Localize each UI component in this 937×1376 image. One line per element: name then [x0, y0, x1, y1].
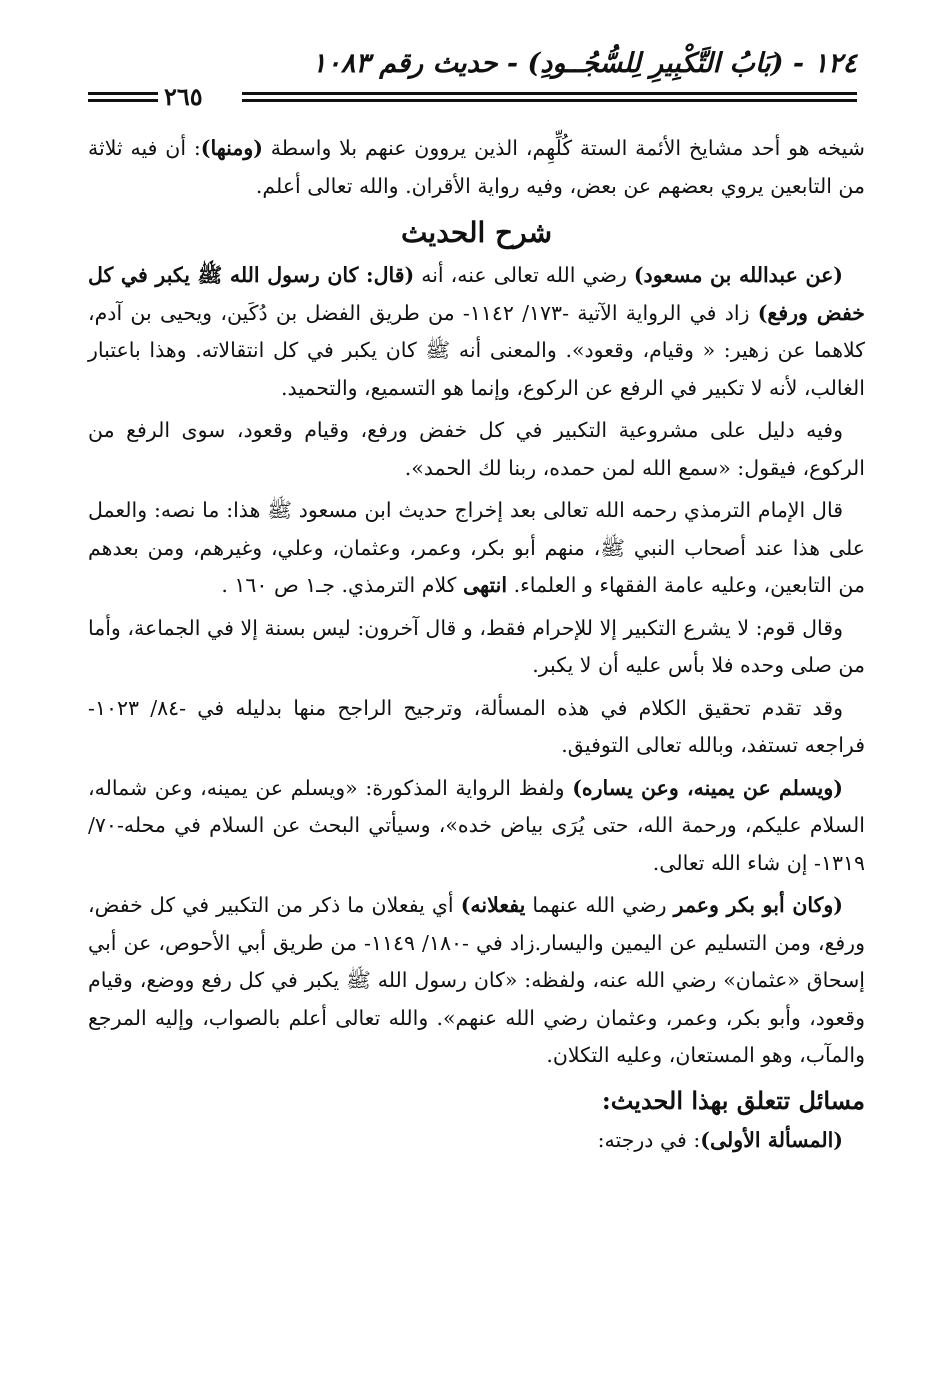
intro-paragraph: [88, 130, 865, 205]
paragraph: [88, 257, 865, 407]
body-text: [88, 130, 865, 1164]
bold-run: (ويسلم عن يمينه، وعن يساره): [572, 775, 843, 800]
paragraph: وقال قوم: لا يشرع التكبير إلا للإحرام فقط، و قال آخرون: ليس بسنة إلا في الجماعة، وأما من صلى وحده فلا بأس عليه أن لا يكبر.: [88, 615, 865, 677]
header-rule: [88, 99, 158, 102]
bold-run: (ومنها): [200, 136, 263, 160]
paragraph: [88, 887, 865, 1075]
paragraph: وفيه دليل على مشروعية التكبير في كل خفض ورفع، وقيام وقعود، سوى الرفع من الركوع، فيقول: «سمع الله لمن حمده، ربنا لك الحمد».: [88, 418, 865, 480]
text-run: رضي الله تعالى عنه، أنه: [414, 263, 634, 287]
text-run: قال الإمام الترمذي رحمه الله تعالى بعد إخراج حديث ابن مسعود ﷺ هذا: ما نصه: والعمل على هذا عند أصحاب النبي ﷺ، منهم أبو بكر، وعمر، وعثمان، وعلي، وغيرهم، ومن بعدهم من التابعين، وعليه عامة الفقهاء و العلماء.: [88, 498, 865, 597]
section-title: شرح الحديث: [400, 216, 553, 249]
page-number: ٢٦٥: [164, 82, 203, 111]
page-header: [88, 48, 857, 111]
bold-run: (قال: كان رسول الله ﷺ يكبر في كل خفض ورفع): [88, 263, 865, 325]
bold-run: (المسألة الأولى): [700, 1127, 843, 1152]
text-run: : في درجته:: [597, 1127, 701, 1152]
text-run: ولفظ الرواية المذكورة: «ويسلم عن يمينه، وعن شماله، السلام عليكم، ورحمة الله، حتى يُرَى بياض خده»، وسيأتي البحث عن السلام في محله-٧٠/ ١٣١٩- إن شاء الله تعالى.: [88, 775, 865, 875]
text-run: رضي الله عنهما: [525, 893, 674, 917]
issues-heading: مسائل تتعلق بهذا الحديث:: [601, 1085, 865, 1115]
text-run: شيخه هو أحد مشايخ الأئمة الستة كُلِّهِم، الذين يروون عنهم بلا واسطة: [262, 136, 865, 160]
bold-run: انتهى: [462, 573, 508, 597]
paragraph: [88, 492, 865, 605]
paragraph: وقد تقدم تحقيق الكلام في هذه المسألة، وترجيح الراجح منها بدليله في -٨٤/ ١٠٢٣- فراجعه تستفد، وبالله تعالى التوفيق.: [88, 695, 865, 757]
paragraph: [88, 1122, 865, 1160]
header-rule: [242, 99, 857, 102]
header-rule: [88, 92, 158, 95]
bold-run: (وكان أبو بكر وعمر: [673, 893, 843, 917]
bold-run: (عن عبدالله بن مسعود): [633, 263, 843, 287]
text-run: زاد في الرواية الآتية -١٧٣/ ١١٤٢- من طريق الفضل بن دُكَين، ويحيى بن آدم، كلاهما عن زهير: « وقيام، وقعود». والمعنى أنه ﷺ كان يكبر في كل انتقالاته. وهذا باعتبار الغالب، لأنه لا تكبير في الرفع عن الركوع، وإنما هو التسميع، والتحميد.: [88, 300, 865, 400]
text-run: كلام الترمذي. جـ١ ص ١٦٠ .: [221, 573, 463, 597]
bold-run: يفعلانه): [460, 893, 526, 917]
header-rule: [242, 92, 857, 95]
chapter-heading: ١٢٤ - (بَابُ التَّكْبِيرِ لِلسُّجُــودِ) - حديث رقم ١٠٨٣: [311, 48, 857, 79]
text-run: : أن فيه ثلاثة من التابعين يروي بعضهم عن بعض، وفيه رواية الأقران. والله تعالى أعلم.: [88, 136, 865, 198]
text-run: أي يفعلان ما ذكر من التكبير في كل خفض، ورفع، ومن التسليم عن اليمين واليسار.زاد في -١٨٠/ ١١٤٩- من طريق أبي الأحوص، عن أبي إسحاق «عثمان» رضي الله عنه، ولفظه: «كان رسول الله ﷺ يكبر في كل رفع ووضع، وقيام وقعود، وأبو بكر، وعمر، وعثمان رضي الله عنهم». والله تعالى أعلم بالصواب، وإليه المرجع والمآب، وهو المستعان، وعليه التكلان.: [88, 893, 865, 1067]
paragraph: [88, 770, 865, 883]
